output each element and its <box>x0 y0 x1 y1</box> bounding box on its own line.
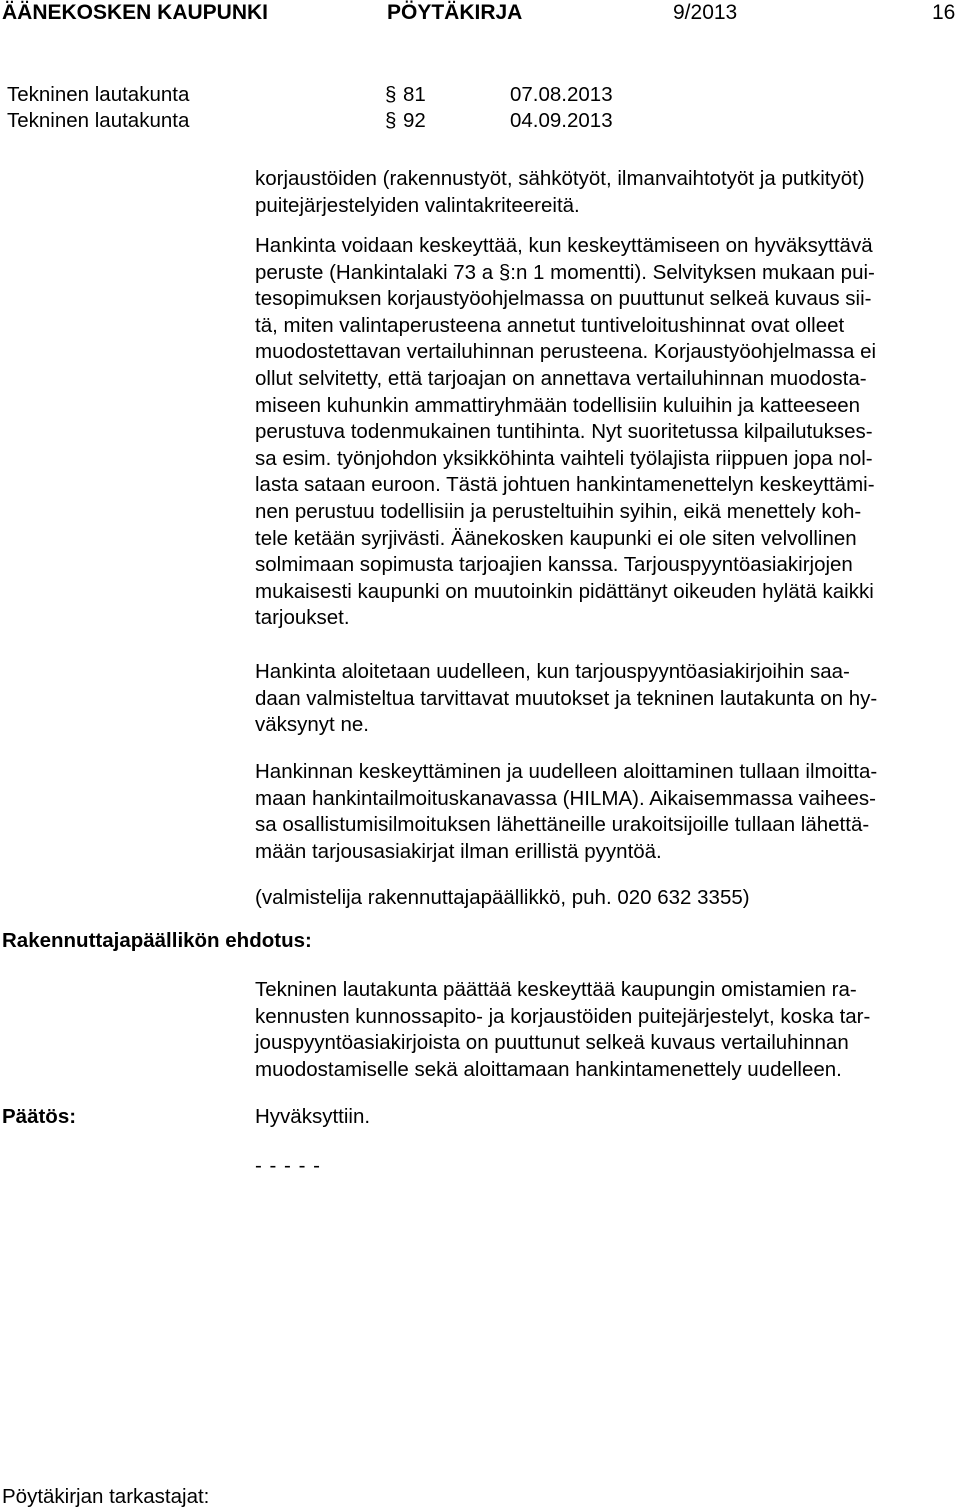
decision-text: Hyväksyttiin. <box>255 1105 371 1128</box>
meeting-body: Tekninen lautakunta <box>7 109 190 132</box>
proposal-label: Rakennuttajapäällikön ehdotus: <box>2 929 312 952</box>
section-number: 92 <box>403 109 426 132</box>
organization-name: ÄÄNEKOSKEN KAUPUNKI <box>2 1 269 24</box>
section-separator: - - - - - <box>255 1154 321 1177</box>
proposal-text: Tekninen lautakunta päättää keskeyttää kaupungin omistamien ra- kennusten kunnossapito- ja korjaustöiden puitejärjestelyt, koska tar- jouspyyntöasiakirjoista on puuttunut selkeä kuvaus vertailuhinnan muodostamiselle sekä aloittamaan hankintamenettely uudelleen. <box>255 978 871 1081</box>
paragraph-restart: Hankinta aloitetaan uudelleen, kun tarjouspyyntöasiakirjoihin saa- daan valmisteltua tarvittavat muutokset ja tekninen lautakunta on hy- väksynyt ne. <box>255 660 878 737</box>
paragraph-announcement: Hankinnan keskeyttäminen ja uudelleen aloittaminen tullaan ilmoitta- maan hankintailmoituskanavassa (HILMA). Aikaisemmassa vaihees- sa osallistumisilmoituksen lähettäneille urakoitsijoille tullaan lähettä- mään tarjousasiakirjat ilman erillistä pyyntöä. <box>255 760 878 863</box>
section-symbol: § <box>385 83 397 106</box>
section-symbol: § <box>385 109 397 132</box>
meeting-date: 07.08.2013 <box>510 83 613 106</box>
preparer-note: (valmistelija rakennuttajapäällikkö, puh. 020 632 3355) <box>255 886 750 909</box>
section-number: 81 <box>403 83 426 106</box>
meeting-date: 04.09.2013 <box>510 109 613 132</box>
meeting-body: Tekninen lautakunta <box>7 83 190 106</box>
reviewers-label: Pöytäkirjan tarkastajat: <box>2 1485 210 1508</box>
issue-number: 9/2013 <box>673 1 738 24</box>
document-type: PÖYTÄKIRJA <box>387 1 523 24</box>
paragraph-justification: Hankinta voidaan keskeyttää, kun keskeyttämiseen on hyväksyttävä peruste (Hankintalaki 73 a §:n 1 momentti). Selvityksen mukaan pui- tesopimuksen korjaustyöohjelmassa on puuttunut selkeä kuvaus sii- tä, miten valintaperusteena annetut tuntiveloitushinnat ovat olleet muodostettavan vertailuhinnan perusteena. Korjaustyöohjelmassa ei ollut selvitetty, että tarjoajan on annettava vertailuhinnan muodosta- miseen kuhunkin ammattiryhmään todellisiin kuluihin ja katteeseen perustuva todenmukainen tuntihinta. Nyt suoritetussa kilpailutukses- sa esim. työnjohdon yksikköhinta vaihteli työlajista riippuen jopa nol- lasta sataan euroon. Tästä johtuen hankintamenettelyn keskeyttämi- nen perustuu todellisiin ja perusteltuihin syihin, eikä menettely koh- tele ketään syrjivästi. Äänekosken kaupunki ei ole siten velvollinen solmimaan sopimusta tarjoajien kanssa. Tarjouspyyntöasiakirjojen mukaisesti kaupunki on muutoinkin pidättänyt oikeuden hylätä kaikki tarjoukset. <box>255 234 877 630</box>
decision-label: Päätös: <box>2 1105 77 1128</box>
page-number: 16 <box>932 1 956 24</box>
paragraph-criteria: korjaustöiden (rakennustyöt, sähkötyöt, ilmanvaihtotyöt ja putkityöt) puitejärjestelyiden valintakriteereitä. <box>255 167 865 217</box>
